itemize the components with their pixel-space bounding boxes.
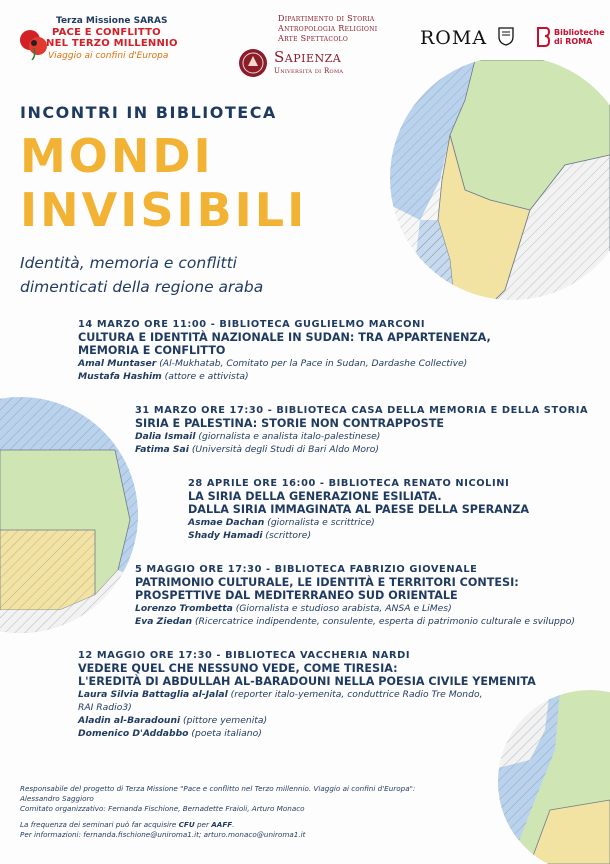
speaker-role: RAI Radio3) bbox=[78, 702, 132, 713]
speaker bbox=[135, 602, 575, 615]
speaker-name: Shady Hamadi bbox=[188, 530, 263, 541]
footer-dot: . bbox=[232, 820, 235, 829]
event-date: 5 MAGGIO ORE 17:30 - BIBLIOTECA FABRIZIO GIOVENALE bbox=[135, 564, 478, 575]
title-line2: INVISIBILI bbox=[20, 183, 308, 237]
speaker-name: Asmae Dachan bbox=[188, 517, 265, 528]
speaker-name: Dalia Ismail bbox=[135, 431, 196, 442]
footer-cfu-text: La frequenza dei seminari può far acquisire bbox=[20, 820, 179, 829]
speaker-name: Mustafa Hashim bbox=[78, 371, 162, 382]
tm-line3: NEL TERZO MILLENNIO bbox=[46, 38, 178, 49]
footer-line4 bbox=[20, 820, 415, 830]
event-3 bbox=[188, 477, 529, 542]
map-circle-top-right bbox=[380, 60, 610, 310]
biblioteche-line1: Biblioteche bbox=[554, 28, 605, 37]
event-title-line1: SIRIA E PALESTINA: STORIE NON CONTRAPPOSTE bbox=[135, 417, 445, 430]
speaker-role: (giornalista e analista italo-palestinese) bbox=[195, 431, 381, 442]
speaker-role: (Al-Mukhatab, Comitato per la Pace in Sudan, Dardashe Collective) bbox=[156, 358, 468, 369]
map-circle-left bbox=[0, 380, 140, 650]
speaker-name: Aladin al-Baradouni bbox=[78, 715, 181, 726]
event-2 bbox=[135, 404, 588, 456]
speaker bbox=[78, 701, 536, 714]
event-title-line2: PROSPETTIVE DAL MEDITERRANEO SUD ORIENTALE bbox=[135, 589, 458, 602]
event-date: 14 MARZO ORE 11:00 - BIBLIOTECA GUGLIELMO MARCONI bbox=[78, 319, 426, 330]
event-date: 12 MAGGIO ORE 17:30 - BIBLIOTECA VACCHERIA NARDI bbox=[78, 650, 411, 661]
event-date: 28 APRILE ORE 16:00 - BIBLIOTECA RENATO NICOLINI bbox=[188, 478, 510, 489]
speaker-role: (Giornalista e studioso arabista, ANSA e LiMes) bbox=[232, 603, 452, 614]
event-title-line1: VEDERE QUEL CHE NESSUNO VEDE, COME TIRESIA: bbox=[78, 662, 398, 675]
speaker-role: (poeta italiano) bbox=[188, 728, 262, 739]
biblioteche-line2: di ROMA bbox=[554, 37, 593, 46]
speaker-role: (Ricercatrice indipendente, consulente, esperta di patrimonio culturale e sviluppo) bbox=[192, 616, 575, 627]
poppy-icon bbox=[16, 26, 50, 60]
roma-wordmark: ROMA bbox=[420, 27, 488, 49]
event-5 bbox=[78, 649, 536, 740]
footer-line3: Comitato organizzativo: Fernanda Fischione, Bernadette Fraioli, Arturo Monaco bbox=[20, 804, 305, 813]
speaker-name: Amal Muntaser bbox=[78, 358, 157, 369]
speaker-name: Fatima Sai bbox=[135, 444, 189, 455]
speaker-role: (Università degli Studi di Bari Aldo Moro) bbox=[188, 444, 380, 455]
dept-line3: Arte Spettacolo bbox=[278, 34, 349, 43]
footer-contacts: Per informazioni: fernanda.fischione@uniroma1.it; arturo.monaco@uniroma1.it bbox=[20, 830, 306, 839]
speaker bbox=[135, 443, 588, 456]
event-title-line1: PATRIMONIO CULTURALE, LE IDENTITÀ E TERRITORI CONTESI: bbox=[135, 576, 519, 589]
footer-cfu: CFU bbox=[178, 820, 195, 829]
terza-missione-logo bbox=[16, 16, 186, 68]
speaker bbox=[78, 727, 536, 740]
biblioteche-logo bbox=[536, 26, 606, 50]
event-1 bbox=[78, 318, 491, 383]
sapienza-name: Sapienza bbox=[274, 48, 342, 66]
title-line1: MONDI bbox=[20, 129, 214, 183]
speaker bbox=[78, 357, 491, 370]
speaker bbox=[135, 615, 575, 628]
speaker bbox=[188, 516, 529, 529]
roma-crest-icon bbox=[498, 26, 514, 46]
speaker bbox=[78, 370, 491, 383]
biblioteche-mark-icon bbox=[536, 27, 550, 47]
kicker-title: INCONTRI IN BIBLIOTECA bbox=[20, 103, 277, 122]
dept-line2: Antropologia Religioni bbox=[278, 24, 378, 33]
dept-line1: Dipartimento di Storia bbox=[278, 14, 375, 23]
tm-line2: PACE E CONFLITTO bbox=[52, 27, 161, 38]
event-title-line2: DALLA SIRIA IMMAGINATA AL PAESE DELLA SPERANZA bbox=[188, 503, 529, 516]
sapienza-seal-icon bbox=[238, 48, 268, 78]
speaker-name: Lorenzo Trombetta bbox=[135, 603, 233, 614]
speaker bbox=[78, 688, 536, 701]
subtitle-line2: dimenticati della regione araba bbox=[20, 278, 264, 296]
subtitle-line1: Identità, memoria e conflitti bbox=[20, 254, 237, 272]
event-4 bbox=[135, 563, 575, 628]
event-date: 31 MARZO ORE 17:30 - BIBLIOTECA CASA DELLA MEMORIA E DELLA STORIA bbox=[135, 405, 589, 416]
tm-line4: Viaggio ai confini d'Europa bbox=[48, 51, 169, 61]
speaker-role: (reporter italo-yemenita, conduttrice Radio Tre Mondo, bbox=[227, 689, 483, 700]
footer-line1: Responsabile del progetto di Terza Missione "Pace e conflitto nel Terzo millennio. Viaggio ai confini d'Europa": bbox=[20, 784, 416, 793]
speaker bbox=[188, 529, 529, 542]
speaker-role: (pittore yemenita) bbox=[180, 715, 268, 726]
footer-line2: Alessandro Saggioro bbox=[20, 794, 94, 803]
event-title-line1: LA SIRIA DELLA GENERAZIONE ESILIATA. bbox=[188, 490, 442, 503]
speaker bbox=[135, 430, 588, 443]
footer-per: per bbox=[194, 820, 212, 829]
speaker-role: (scrittore) bbox=[262, 530, 312, 541]
event-title-line2: MEMORIA E CONFLITTO bbox=[78, 344, 226, 357]
footer-aaff: AAFF bbox=[211, 820, 233, 829]
speaker-role: (giornalista e scrittrice) bbox=[264, 517, 375, 528]
event-title-line2: L'EREDITÀ DI ABDULLAH AL-BARADOUNI NELLA POESIA CIVILE YEMENITA bbox=[78, 675, 536, 688]
speaker bbox=[78, 714, 536, 727]
department-logo bbox=[278, 14, 388, 44]
sapienza-sub: Università di Roma bbox=[274, 67, 344, 75]
sapienza-logo bbox=[238, 48, 368, 82]
speaker-role: (attore e attivista) bbox=[161, 371, 249, 382]
event-title-line1: CULTURA E IDENTITÀ NAZIONALE IN SUDAN: TRA APPARTENENZA, bbox=[78, 331, 491, 344]
speaker-name: Domenico D'Addabbo bbox=[78, 728, 189, 739]
speaker-name: Laura Silvia Battaglia al-Jalal bbox=[78, 689, 228, 700]
tm-line1: Terza Missione SARAS bbox=[56, 16, 168, 26]
footer bbox=[20, 784, 415, 840]
speaker-name: Eva Ziedan bbox=[135, 616, 193, 627]
